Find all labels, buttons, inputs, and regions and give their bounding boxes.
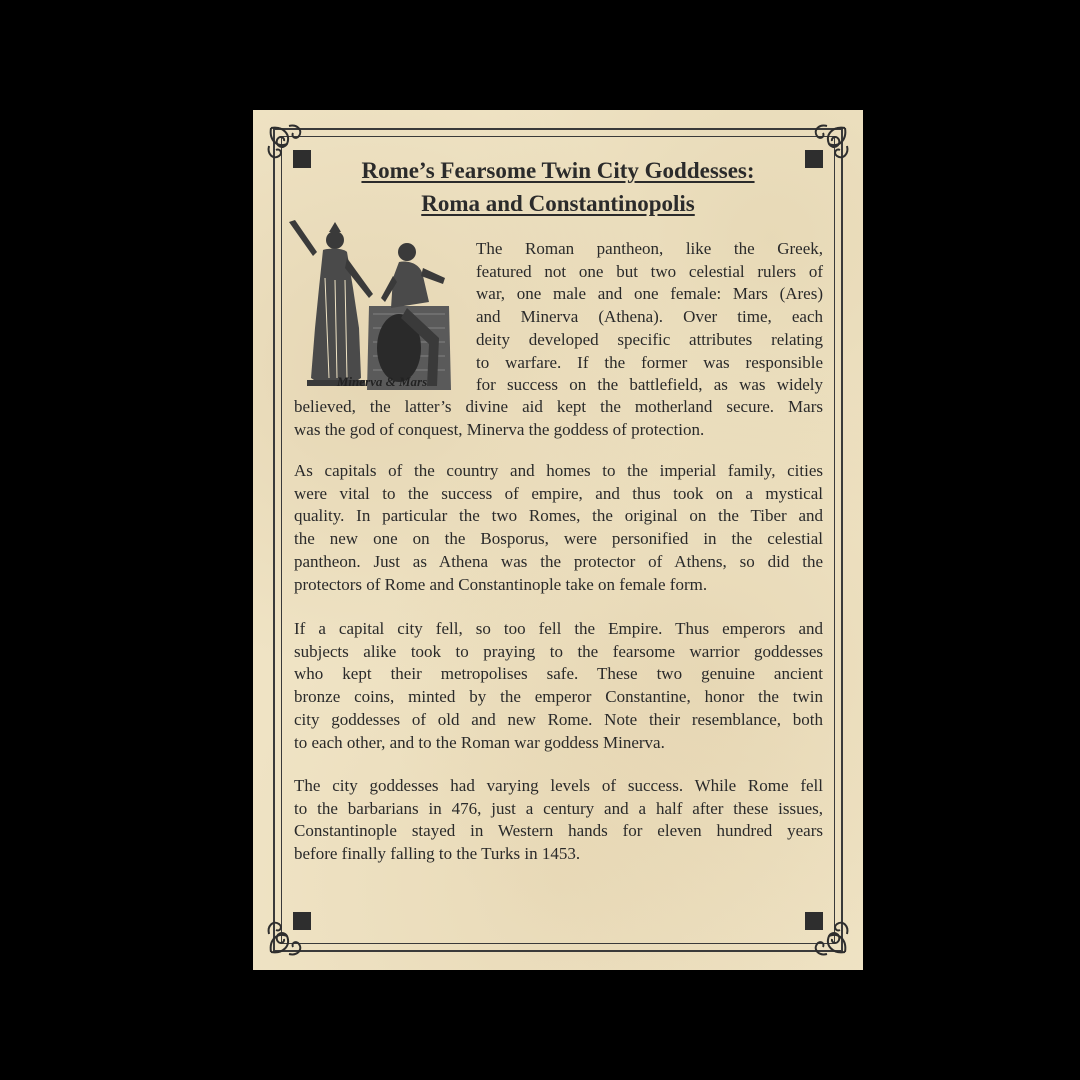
intro-paragraph <box>476 238 823 397</box>
text-line: who kept their metropolises safe. These two genuine ancient <box>294 664 823 684</box>
text-line: before finally falling to the Turks in 1453. <box>294 844 581 864</box>
intro-paragraph-tail <box>294 396 823 441</box>
title-line-1: Rome’s Fearsome Twin City Goddesses: <box>361 158 755 183</box>
image-caption: Minerva & Mars <box>336 374 428 389</box>
text-line: The Roman pantheon, like the Greek, <box>476 239 823 258</box>
title-line-2: Roma and Constantinopolis <box>421 191 695 216</box>
text-line: city goddesses of old and new Rome. Note their resemblance, both <box>294 709 823 729</box>
text-line: quality. In particular the two Romes, the original on the Tiber and <box>294 506 823 526</box>
text-line: to the barbarians in 476, just a century and a half after these issues, <box>294 798 823 818</box>
text-line: to each other, and to the Roman war goddess Minerva. <box>294 732 665 752</box>
certificate-card <box>253 110 863 970</box>
text-line: bronze coins, minted by the emperor Constantine, honor the twin <box>294 687 823 707</box>
text-line: believed, the latter’s divine aid kept the motherland secure. Mars <box>294 397 823 416</box>
paragraph-success <box>294 775 823 866</box>
text-line: were vital to the success of empire, and thus took on a mystical <box>294 483 823 503</box>
text-line: The city goddesses had varying levels of success. While Rome fell <box>294 776 823 795</box>
text-line: If a capital city fell, so too fell the Empire. Thus emperors and <box>294 619 823 638</box>
text-line: to warfare. If the former was responsible <box>476 352 823 372</box>
text-line: was the god of conquest, Minerva the goddess of protection. <box>294 419 705 439</box>
text-line: protectors of Rome and Constantinople take on female form. <box>294 574 708 594</box>
fleur-corner-ornament-icon <box>791 898 853 960</box>
text-line: As capitals of the country and homes to the imperial family, cities <box>294 461 823 480</box>
text-line: featured not one but two celestial rulers of <box>476 261 823 281</box>
paragraph-capitals <box>294 460 823 596</box>
text-line: Constantinople stayed in Western hands for eleven hundred years <box>294 821 823 841</box>
page-title <box>293 154 823 220</box>
fleur-corner-ornament-icon <box>263 898 325 960</box>
text-line: subjects alike took to praying to the fearsome warrior goddesses <box>294 641 823 661</box>
text-line: war, one male and one female: Mars (Ares) <box>476 284 823 304</box>
minerva-mars-engraving-icon <box>289 218 459 396</box>
text-line: deity developed specific attributes relating <box>476 329 823 349</box>
text-line: the new one on the Bosporus, were personified in the celestial <box>294 529 823 549</box>
text-line: for success on the battlefield, as was widely <box>476 375 823 395</box>
paragraph-empire <box>294 618 823 754</box>
text-line: pantheon. Just as Athena was the protector of Athens, so did the <box>294 551 823 571</box>
text-line: and Minerva (Athena). Over time, each <box>476 307 823 327</box>
